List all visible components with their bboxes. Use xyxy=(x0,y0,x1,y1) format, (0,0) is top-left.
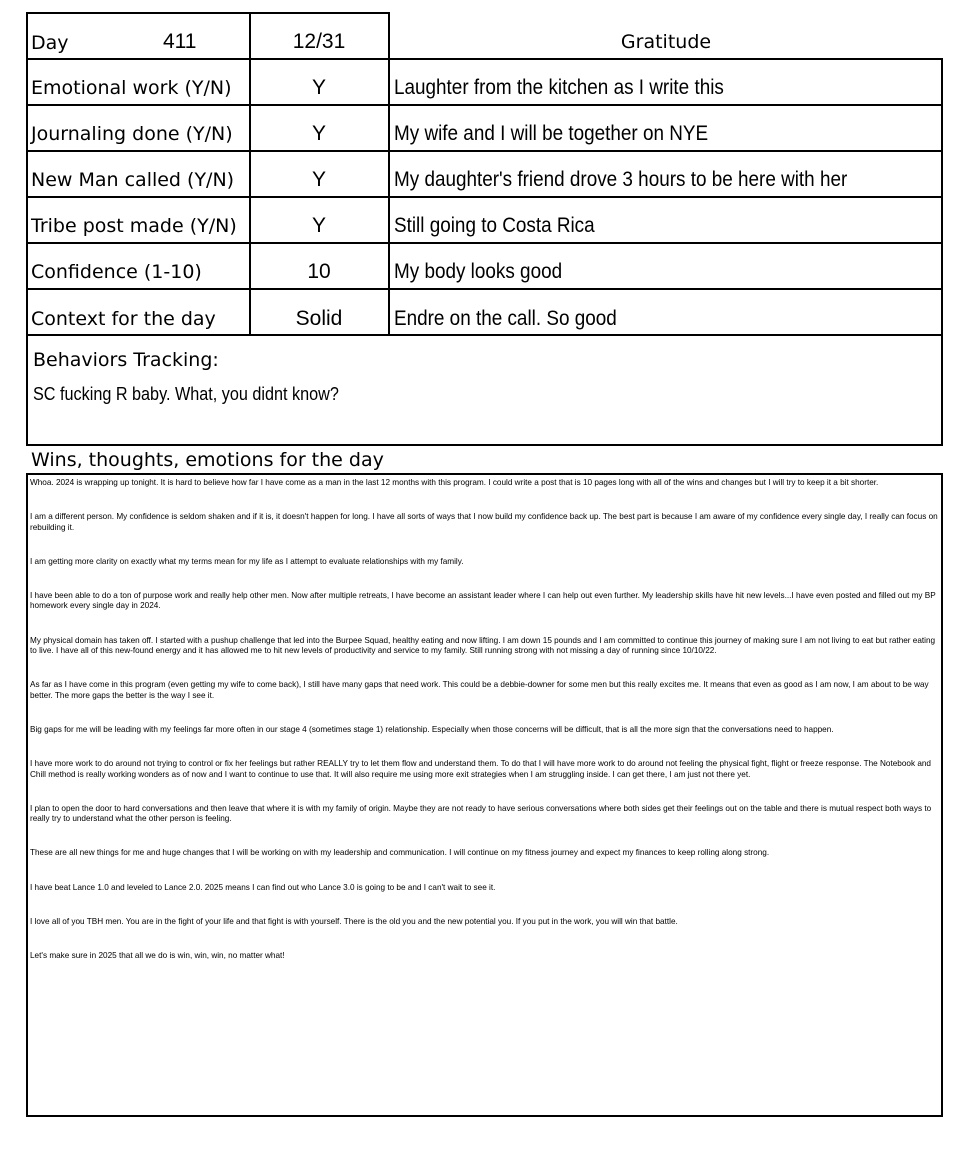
wins-text xyxy=(30,478,938,985)
row-label: New Man called (Y/N) xyxy=(31,169,235,191)
list-item: Big gaps for me will be leading with my feelings far more often in our stage 4 (sometimes stage 1) relationship. Especially when those concerns will be difficult, that is all the more sign that the conversations need to happen. xyxy=(30,724,834,734)
list-item: I plan to open the door to hard conversations and then leave that where it is with my family of origin. Maybe they are not ready to have serious conversations where both sides get their feelings out on the table and there is mutual respect both ways to really try to understand what the other person is feeling. xyxy=(30,803,932,824)
row-label: Context for the day xyxy=(31,308,216,330)
row-label: Emotional work (Y/N) xyxy=(31,77,232,99)
gratitude-item: My wife and I will be together on NYE xyxy=(394,122,709,145)
gratitude-item: Endre on the call. So good xyxy=(394,307,617,330)
list-item: Whoa. 2024 is wrapping up tonight. It is hard to believe how far I have come as a man in the last 12 months with this program. I could write a post that is 10 pages long with all of the wins and changes but I will try to keep it a bit shorter. xyxy=(30,478,879,487)
row-label: Journaling done (Y/N) xyxy=(31,123,233,145)
row-value: Y xyxy=(311,214,326,237)
row-value: 10 xyxy=(307,260,331,283)
behaviors-text: SC fucking R baby. What, you didnt know? xyxy=(33,384,339,404)
row-value: Y xyxy=(311,122,326,145)
gratitude-item: Laughter from the kitchen as I write this xyxy=(394,76,724,99)
gratitude-item: Still going to Costa Rica xyxy=(394,214,595,237)
date-value: 12/31 xyxy=(292,30,346,53)
gratitude-item: My body looks good xyxy=(394,260,563,283)
list-item: These are all new things for me and huge changes that I will be working on with my leadership and communication. I will continue on my fitness journey and expect my finances to keep rolling along strong. xyxy=(30,848,770,858)
gratitude-title: Gratitude xyxy=(620,31,712,53)
row-value: Solid xyxy=(295,307,343,330)
wins-title: Wins, thoughts, emotions for the day xyxy=(31,449,384,471)
list-item: My physical domain has taken off. I started with a pushup challenge that led into the Burpee Squad, healthy eating and now lifting. I am down 15 pounds and I am committed to continue this journey of making sure I am not living to eat but rather eating to live. I have all of this new-found energy and it has allowed me to hit new levels of productivity and service to my family. Still running strong with not missing a day of running since 10/10/22. xyxy=(30,635,936,656)
row-label: Confidence (1-10) xyxy=(31,261,202,283)
day-label: Day xyxy=(31,32,69,54)
list-item: I am getting more clarity on exactly what my terms mean for my life as I attempt to evaluate relationships with my family. xyxy=(30,556,464,566)
row-label: Tribe post made (Y/N) xyxy=(31,215,237,237)
list-item: I have been able to do a ton of purpose work and really help other men. Now after multiple retreats, I have become an assistant leader where I can help out even further. My leadership skills have hit new levels...I have even posted and filled out my BP homework every single day in 2024. xyxy=(30,590,936,611)
list-item: I am a different person. My confidence is seldom shaken and if it is, it doesn't happen for long. I have all sorts of ways that I now build my confidence back up. The best part is because I am aware of my confidence every single day, I really can focus on rebuilding it. xyxy=(30,512,938,532)
row-value: Y xyxy=(311,76,326,99)
list-item: I love all of you TBH men. You are in the fight of your life and that fight is with yourself. There is the old you and the new potential you. If you put in the work, you will win that battle. xyxy=(30,916,678,926)
list-item: As far as I have come in this program (even getting my wife to come back), I still have many gaps that need work. This could be a debbie-downer for some men but this really excites me. It means that even as good as I am now, I am about to be way better. The more gaps the better is the way I see it. xyxy=(30,680,929,700)
list-item: I have more work to do around not trying to control or fix her feelings but rather REALLY try to let them flow and understand them. To do that I will have more work to do around not feeling the physical fight, flight or freeze response. The Notebook and Chill method is really working wonders as of now and I want to continue to use that. It will also require me using more exit strategies when I am struggling inside. I can get there, I am just not there yet. xyxy=(30,759,931,779)
row-value: Y xyxy=(311,168,326,191)
list-item: I have beat Lance 1.0 and leveled to Lance 2.0. 2025 means I can find out who Lance 3.0 is going to be and I can't wait to see it. xyxy=(30,882,496,892)
list-item: Let's make sure in 2025 that all we do is win, win, win, no matter what! xyxy=(30,950,285,960)
day-number: 411 xyxy=(163,30,197,53)
behaviors-title: Behaviors Tracking: xyxy=(33,349,219,371)
gratitude-item: My daughter's friend drove 3 hours to be here with her xyxy=(394,168,848,191)
